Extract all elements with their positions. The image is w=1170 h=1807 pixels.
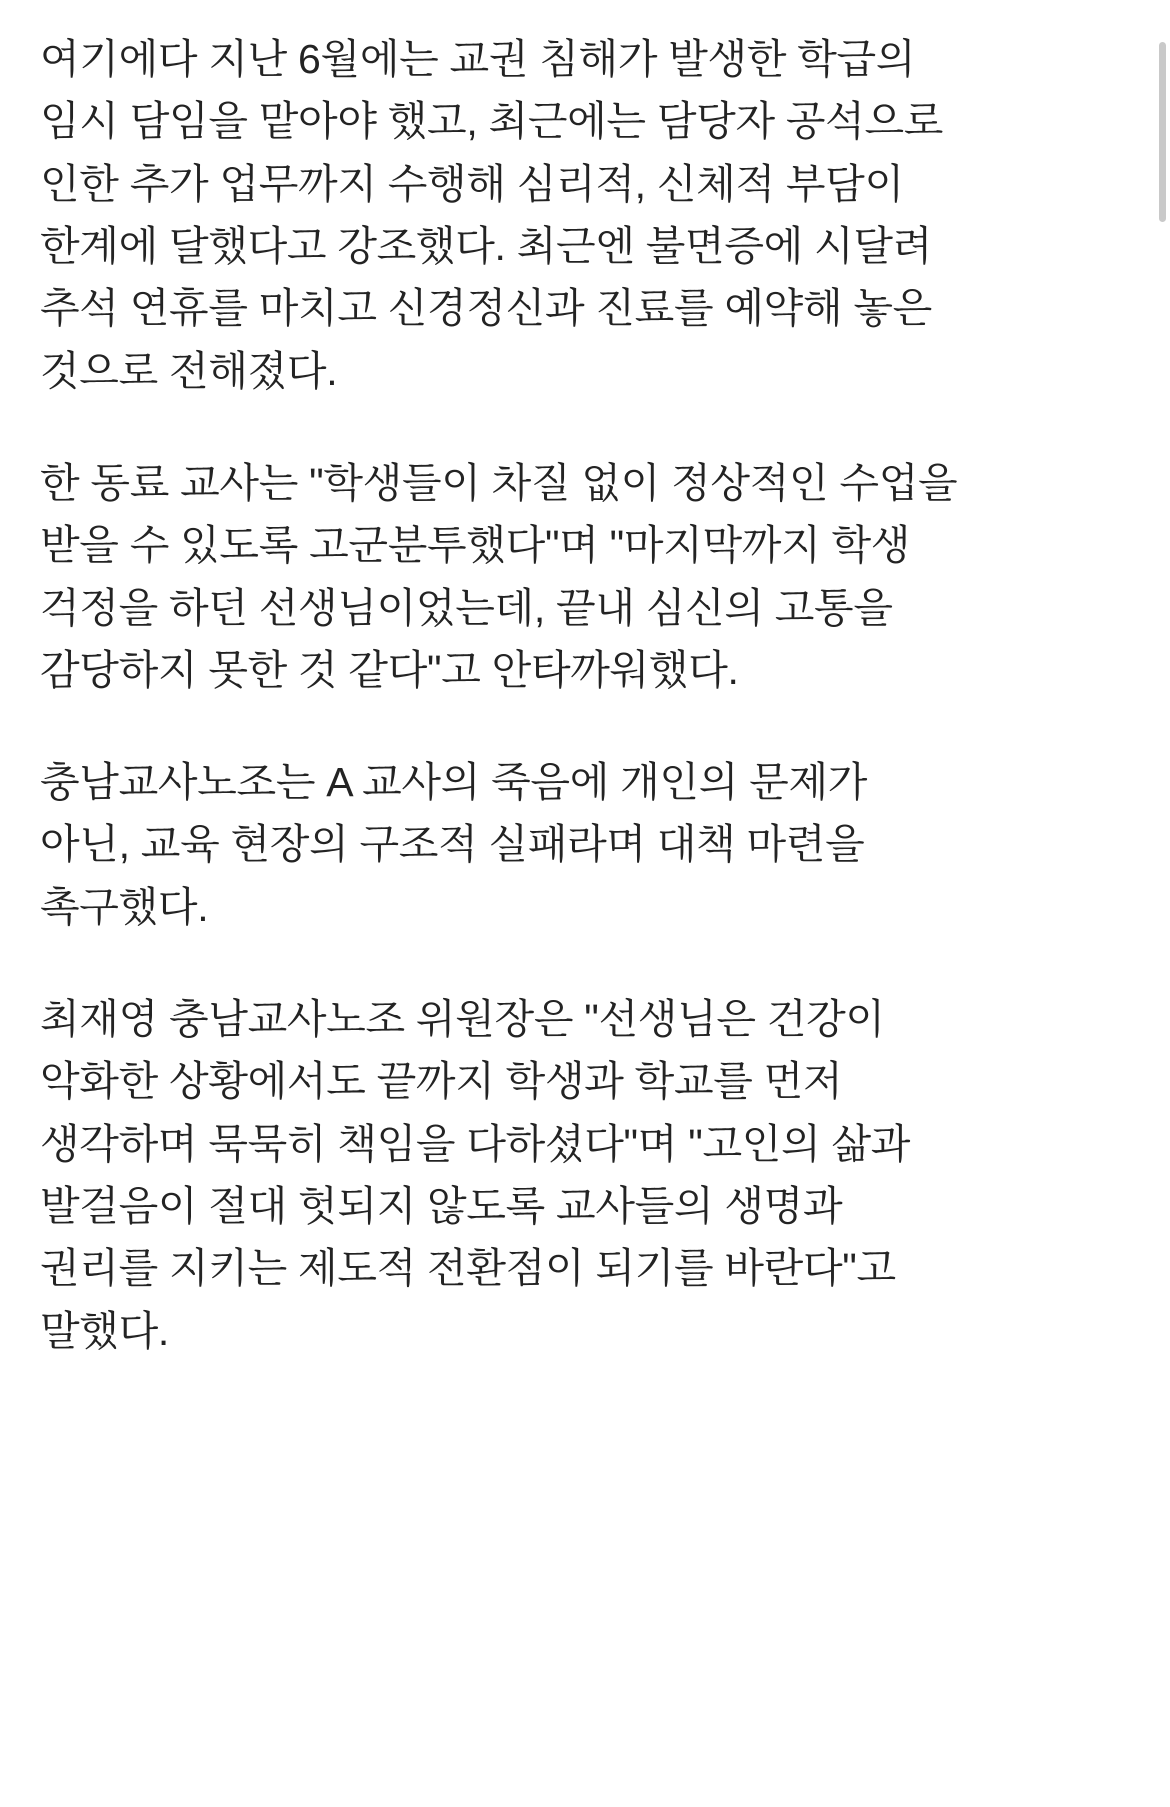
article-paragraph-4: 최재영 충남교사노조 위원장은 "선생님은 건강이 악화한 상황에서도 끝까지 학생과 학교를 먼저 생각하며 묵묵히 책임을 다하셨다"며 "고인의 삶과 발걸음이 절대 헛되지 않도록 교사들의 생명과 권리를 지키는 제도적 전환점이 되기를 바란다"고 말했다. (40, 996, 911, 1354)
vertical-scrollbar-thumb[interactable] (1159, 42, 1166, 222)
article-paragraph-2: 한 동료 교사는 "학생들이 차질 없이 정상적인 수업을 받을 수 있도록 고군분투했다"며 "마지막까지 학생 걱정을 하던 선생님이었는데, 끝내 심신의 고통을 감당하지 못한 것 같다"고 안타까워했다. (40, 459, 958, 693)
vertical-scrollbar[interactable] (1156, 0, 1170, 1807)
article-paragraph-1: 여기에다 지난 6월에는 교권 침해가 발생한 학급의 임시 담임을 맡아야 했고, 최근에는 담당자 공석으로 인한 추가 업무까지 수행해 심리적, 신체적 부담이 한계에 달했다고 강조했다. 최근엔 불면증에 시달려 추석 연휴를 마치고 신경정신과 진료를 예약해 놓은 것으로 전해졌다. (40, 36, 944, 394)
article-paragraph-3: 충남교사노조는 A 교사의 죽음에 개인의 문제가 아닌, 교육 현장의 구조적 실패라며 대책 마련을 촉구했다. (40, 759, 868, 930)
